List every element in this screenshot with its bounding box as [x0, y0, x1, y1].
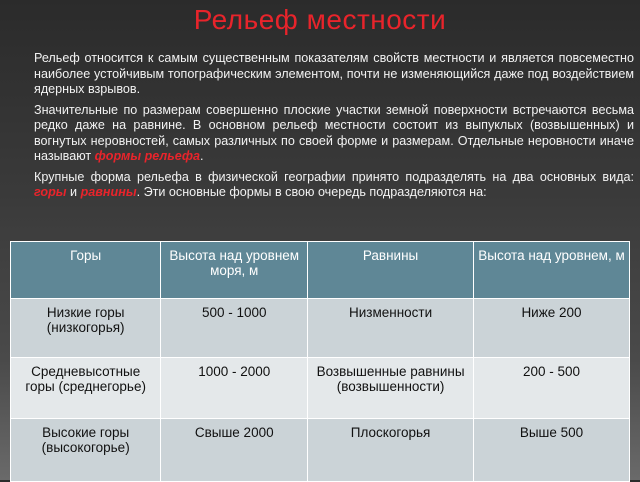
table-cell: Средневысотные горы (среднегорье) — [11, 358, 161, 419]
table-cell: Низменности — [308, 299, 474, 358]
table-cell: Высокие горы (высокогорье) — [11, 419, 161, 482]
table-cell: Ниже 200 — [474, 299, 630, 358]
paragraph-3-text: Крупные форма рельефа в физической географии принято подразделять на два основных вида: — [34, 169, 634, 184]
table-cell: 200 - 500 — [474, 358, 630, 419]
relief-table — [10, 241, 630, 482]
header-plains: Равнины — [308, 242, 474, 299]
slide-title: Рельеф местности — [193, 4, 447, 35]
table-cell: Плоскогорья — [308, 419, 474, 482]
paragraph-2 — [34, 103, 634, 165]
table-row — [11, 299, 630, 358]
table-cell: Возвышенные равнины (возвышенности) — [308, 358, 474, 419]
header-mountains: Горы — [11, 242, 161, 299]
table-cell: 1000 - 2000 — [161, 358, 308, 419]
table-row — [11, 419, 630, 482]
paragraph-3-end: . Эти основные формы в свою очередь подразделяются на: — [136, 185, 487, 199]
header-plain-height: Высота над уровнем, м — [474, 242, 630, 299]
term-relief-forms: формы рельефа — [94, 149, 201, 163]
table-cell: Низкие горы (низкогорья) — [11, 299, 161, 358]
term-mountains: горы — [34, 185, 67, 199]
paragraph-3 — [34, 170, 634, 201]
table-header-row — [11, 242, 630, 299]
header-mountain-height: Высота над уровнем моря, м — [161, 242, 308, 299]
term-plains: равнины — [80, 185, 137, 199]
table-cell: Свыше 2000 — [161, 419, 308, 482]
paragraph-3-conj: и — [66, 185, 81, 199]
table-row — [11, 358, 630, 419]
table-cell: Выше 500 — [474, 419, 630, 482]
table-cell: 500 - 1000 — [161, 299, 308, 358]
paragraph-2-text: Значительные по размерам совершенно плоские участки земной поверхности встречаются весьма редко даже на равнине. В основном рельеф местности состоит из выпуклых (возвышенных) и вогнутых неровностей, самых различных по своей форме и размерам. Отдельные неровности иначе называют — [34, 102, 634, 163]
body-text — [34, 51, 634, 206]
paragraph-1-text: Рельеф относится к самым существенным показателям свойств местности и является повсеместно наиболее устойчивым топографическим элементом, почти не изменяющийся даже под воздействием ядерных взрывов. — [34, 51, 634, 96]
paragraph-1 — [34, 51, 634, 98]
paragraph-2-end: . — [200, 149, 204, 163]
